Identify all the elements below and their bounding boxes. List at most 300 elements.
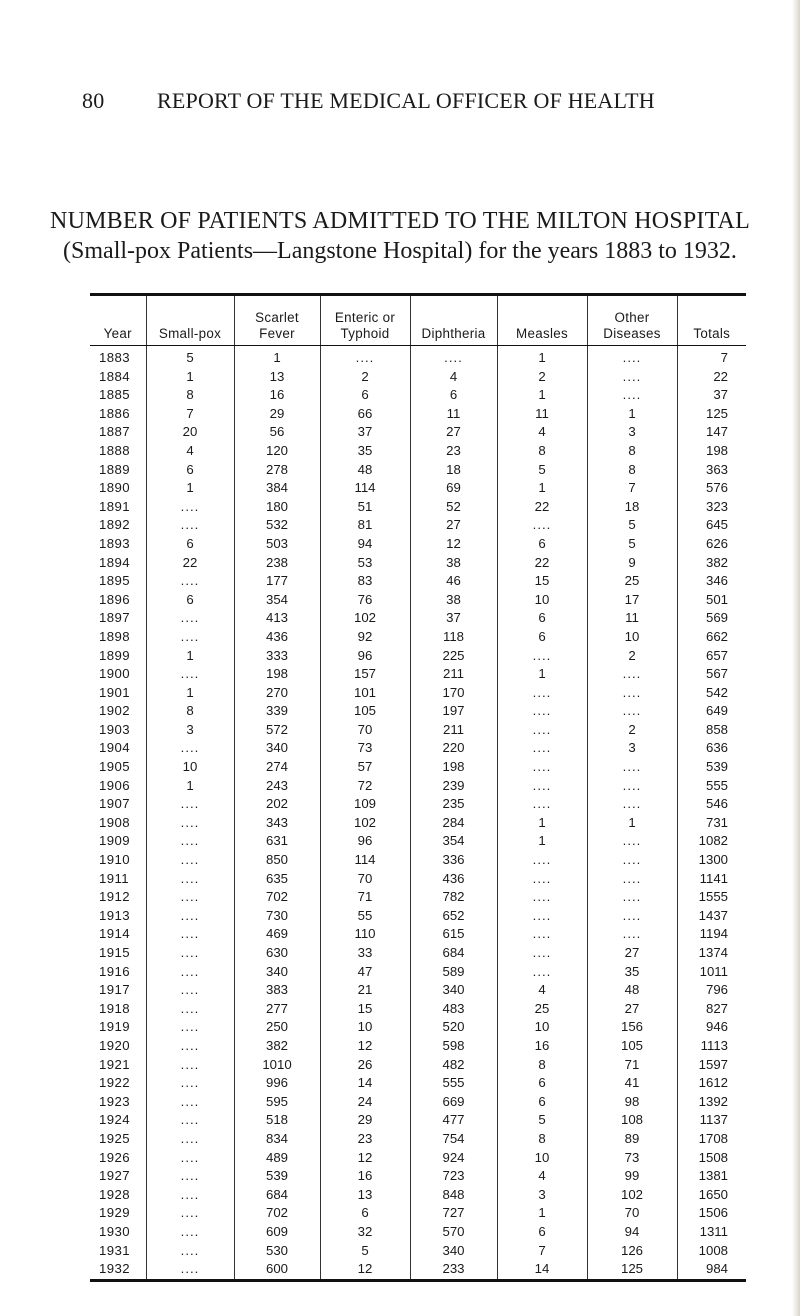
count-cell: 8 — [497, 1056, 587, 1075]
table-row — [90, 1149, 746, 1168]
count-cell: 37 — [410, 609, 497, 628]
count-cell: 105 — [587, 1037, 677, 1056]
count-cell: .... — [146, 1242, 234, 1261]
year-cell: 1892 — [99, 517, 130, 533]
count-cell: 555 — [410, 1074, 497, 1093]
count-cell: 156 — [587, 1018, 677, 1037]
count-cell: 38 — [410, 591, 497, 610]
year-cell: 1932 — [99, 1261, 130, 1277]
running-head: REPORT OF THE MEDICAL OFFICER OF HEALTH — [157, 88, 655, 113]
total-cell: 1508 — [677, 1149, 746, 1168]
count-cell: 47 — [320, 963, 410, 982]
table-row — [90, 1000, 746, 1019]
total-cell: 1650 — [677, 1186, 746, 1205]
count-cell: 2 — [587, 721, 677, 740]
count-cell: 652 — [410, 907, 497, 926]
table-row — [90, 1167, 746, 1186]
count-cell: 108 — [587, 1111, 677, 1130]
year-cell: 1928 — [99, 1186, 130, 1202]
count-cell: 8 — [587, 442, 677, 461]
count-cell: 5 — [146, 346, 234, 368]
total-cell: 555 — [677, 777, 746, 796]
column-header-text: Year — [103, 326, 132, 341]
table-row — [90, 368, 746, 387]
count-cell: .... — [146, 1093, 234, 1112]
count-cell: .... — [146, 1130, 234, 1149]
count-cell: 530 — [234, 1242, 320, 1261]
count-cell: 10 — [497, 1149, 587, 1168]
header-row — [90, 295, 746, 346]
table-row — [90, 758, 746, 777]
table-row — [90, 1018, 746, 1037]
count-cell: 71 — [587, 1056, 677, 1075]
count-cell: .... — [146, 1223, 234, 1242]
count-cell: 8 — [587, 461, 677, 480]
count-cell: .... — [146, 832, 234, 851]
count-cell: 6 — [320, 1204, 410, 1223]
count-cell: 12 — [320, 1037, 410, 1056]
count-cell: 72 — [320, 777, 410, 796]
count-cell: .... — [146, 739, 234, 758]
count-cell: 202 — [234, 795, 320, 814]
year-cell: 1914 — [99, 926, 130, 942]
count-cell: 3 — [587, 423, 677, 442]
count-cell: 211 — [410, 721, 497, 740]
count-cell: 5 — [320, 1242, 410, 1261]
total-cell: 22 — [677, 368, 746, 387]
count-cell: .... — [587, 832, 677, 851]
total-cell: 37 — [677, 386, 746, 405]
count-cell: 1 — [497, 832, 587, 851]
count-cell: 114 — [320, 479, 410, 498]
count-cell: .... — [410, 346, 497, 368]
total-cell: 1708 — [677, 1130, 746, 1149]
count-cell: 177 — [234, 572, 320, 591]
column-header-text: Diphtheria — [421, 326, 486, 341]
count-cell: 55 — [320, 907, 410, 926]
count-cell: .... — [146, 665, 234, 684]
year-cell: 1929 — [99, 1205, 130, 1221]
count-cell: 284 — [410, 814, 497, 833]
table-row — [90, 944, 746, 963]
total-cell: 1137 — [677, 1111, 746, 1130]
count-cell: .... — [587, 684, 677, 703]
count-cell: 73 — [320, 739, 410, 758]
table-row — [90, 609, 746, 628]
count-cell: 17 — [587, 591, 677, 610]
year-cell: 1920 — [99, 1037, 130, 1053]
table-row — [90, 832, 746, 851]
total-cell: 1612 — [677, 1074, 746, 1093]
count-cell: .... — [587, 851, 677, 870]
count-cell: 924 — [410, 1149, 497, 1168]
total-cell: 636 — [677, 739, 746, 758]
total-cell: 1381 — [677, 1167, 746, 1186]
column-header — [146, 295, 234, 346]
count-cell: 615 — [410, 925, 497, 944]
count-cell: 1 — [146, 684, 234, 703]
count-cell: 3 — [146, 721, 234, 740]
count-cell: 340 — [234, 963, 320, 982]
count-cell: .... — [146, 1111, 234, 1130]
count-cell: .... — [497, 739, 587, 758]
count-cell: 73 — [587, 1149, 677, 1168]
table-row — [90, 1204, 746, 1223]
count-cell: 92 — [320, 628, 410, 647]
table-row — [90, 479, 746, 498]
count-cell: 277 — [234, 1000, 320, 1019]
table-row — [90, 346, 746, 368]
count-cell: 225 — [410, 647, 497, 666]
count-cell: 14 — [497, 1260, 587, 1280]
count-cell: 1 — [497, 386, 587, 405]
count-cell: 482 — [410, 1056, 497, 1075]
count-cell: 834 — [234, 1130, 320, 1149]
count-cell: 6 — [497, 1093, 587, 1112]
table-row — [90, 1056, 746, 1075]
table-row — [90, 628, 746, 647]
count-cell: 1 — [146, 479, 234, 498]
count-cell: 83 — [320, 572, 410, 591]
count-cell: .... — [320, 346, 410, 368]
count-cell: .... — [587, 870, 677, 889]
count-cell: 4 — [146, 442, 234, 461]
count-cell: 384 — [234, 479, 320, 498]
count-cell: 198 — [234, 665, 320, 684]
admissions-table — [90, 293, 746, 1282]
count-cell: 25 — [497, 1000, 587, 1019]
year-cell: 1918 — [99, 1000, 130, 1016]
total-cell: 346 — [677, 572, 746, 591]
count-cell: 18 — [587, 498, 677, 517]
table-row — [90, 907, 746, 926]
total-cell: 7 — [677, 346, 746, 368]
table-row — [90, 591, 746, 610]
count-cell: 5 — [497, 461, 587, 480]
year-cell: 1908 — [99, 814, 130, 830]
count-cell: 7 — [587, 479, 677, 498]
count-cell: 382 — [234, 1037, 320, 1056]
table-row — [90, 498, 746, 517]
count-cell: 16 — [320, 1167, 410, 1186]
count-cell: .... — [497, 963, 587, 982]
count-cell: 15 — [320, 1000, 410, 1019]
count-cell: 1 — [587, 405, 677, 424]
count-cell: 6 — [497, 535, 587, 554]
table-row — [90, 702, 746, 721]
year-cell: 1913 — [99, 907, 130, 923]
total-cell: 125 — [677, 405, 746, 424]
count-cell: 333 — [234, 647, 320, 666]
count-cell: .... — [146, 609, 234, 628]
count-cell: 233 — [410, 1260, 497, 1280]
count-cell: 4 — [497, 981, 587, 1000]
count-cell: 16 — [234, 386, 320, 405]
year-cell: 1888 — [99, 442, 130, 458]
count-cell: 340 — [410, 981, 497, 1000]
count-cell: 10 — [146, 758, 234, 777]
count-cell: 99 — [587, 1167, 677, 1186]
total-cell: 567 — [677, 665, 746, 684]
count-cell: 340 — [234, 739, 320, 758]
total-cell: 645 — [677, 516, 746, 535]
count-cell: .... — [146, 1037, 234, 1056]
count-cell: 24 — [320, 1093, 410, 1112]
count-cell: 23 — [320, 1130, 410, 1149]
count-cell: 7 — [146, 405, 234, 424]
year-cell: 1926 — [99, 1149, 130, 1165]
total-cell: 501 — [677, 591, 746, 610]
year-cell: 1893 — [99, 535, 130, 551]
count-cell: 5 — [587, 535, 677, 554]
count-cell: 336 — [410, 851, 497, 870]
count-cell: .... — [587, 795, 677, 814]
count-cell: 570 — [410, 1223, 497, 1242]
count-cell: .... — [146, 963, 234, 982]
count-cell: 70 — [320, 870, 410, 889]
year-cell: 1899 — [99, 647, 130, 663]
count-cell: 684 — [410, 944, 497, 963]
count-cell: 754 — [410, 1130, 497, 1149]
year-cell: 1930 — [99, 1223, 130, 1239]
count-cell: 2 — [320, 368, 410, 387]
count-cell: 684 — [234, 1186, 320, 1205]
table-row — [90, 572, 746, 591]
count-cell: .... — [146, 851, 234, 870]
count-cell: 27 — [410, 423, 497, 442]
count-cell: 1 — [146, 368, 234, 387]
count-cell: 4 — [497, 423, 587, 442]
table-row — [90, 795, 746, 814]
year-cell: 1919 — [99, 1019, 130, 1035]
count-cell: 70 — [587, 1204, 677, 1223]
count-cell: 46 — [410, 572, 497, 591]
count-cell: 635 — [234, 870, 320, 889]
count-cell: 14 — [320, 1074, 410, 1093]
year-cell: 1903 — [99, 721, 130, 737]
table-title: NUMBER OF PATIENTS ADMITTED TO THE MILTON HOSPITAL — [50, 208, 750, 234]
count-cell: 197 — [410, 702, 497, 721]
count-cell: 436 — [234, 628, 320, 647]
page-header — [82, 88, 682, 114]
year-cell: 1901 — [99, 684, 130, 700]
table-row — [90, 739, 746, 758]
count-cell: 101 — [320, 684, 410, 703]
count-cell: 8 — [497, 1130, 587, 1149]
year-cell: 1912 — [99, 889, 130, 905]
table-body — [90, 346, 746, 1281]
count-cell: 1 — [497, 665, 587, 684]
count-cell: .... — [146, 498, 234, 517]
count-cell: .... — [146, 795, 234, 814]
count-cell: 483 — [410, 1000, 497, 1019]
year-cell: 1886 — [99, 405, 130, 421]
count-cell: 354 — [410, 832, 497, 851]
count-cell: 3 — [497, 1186, 587, 1205]
count-cell: 22 — [497, 554, 587, 573]
count-cell: 56 — [234, 423, 320, 442]
count-cell: .... — [497, 702, 587, 721]
total-cell: 576 — [677, 479, 746, 498]
count-cell: 102 — [587, 1186, 677, 1205]
table-row — [90, 963, 746, 982]
column-header-text: Enteric or — [334, 310, 396, 325]
total-cell: 147 — [677, 423, 746, 442]
year-cell: 1931 — [99, 1242, 130, 1258]
year-cell: 1896 — [99, 591, 130, 607]
count-cell: 23 — [410, 442, 497, 461]
count-cell: 1010 — [234, 1056, 320, 1075]
count-cell: 1 — [234, 346, 320, 368]
count-cell: .... — [146, 814, 234, 833]
count-cell: 702 — [234, 1204, 320, 1223]
count-cell: 3 — [587, 739, 677, 758]
count-cell: 278 — [234, 461, 320, 480]
count-cell: 996 — [234, 1074, 320, 1093]
count-cell: .... — [146, 1204, 234, 1223]
table-row — [90, 981, 746, 1000]
count-cell: 669 — [410, 1093, 497, 1112]
count-cell: 354 — [234, 591, 320, 610]
count-cell: 25 — [587, 572, 677, 591]
count-cell: 102 — [320, 814, 410, 833]
table-row — [90, 1130, 746, 1149]
count-cell: 6 — [497, 628, 587, 647]
count-cell: 489 — [234, 1149, 320, 1168]
count-cell: 69 — [410, 479, 497, 498]
count-cell: .... — [146, 1018, 234, 1037]
year-cell: 1909 — [99, 833, 130, 849]
count-cell: 120 — [234, 442, 320, 461]
count-cell: .... — [497, 721, 587, 740]
count-cell: 109 — [320, 795, 410, 814]
count-cell: 532 — [234, 516, 320, 535]
year-cell: 1921 — [99, 1056, 130, 1072]
count-cell: 53 — [320, 554, 410, 573]
count-cell: 6 — [146, 461, 234, 480]
count-cell: 71 — [320, 888, 410, 907]
count-cell: 96 — [320, 832, 410, 851]
count-cell: .... — [587, 777, 677, 796]
table-header — [90, 295, 746, 346]
count-cell: .... — [587, 925, 677, 944]
year-cell: 1890 — [99, 480, 130, 496]
count-cell: 10 — [497, 1018, 587, 1037]
count-cell: 13 — [234, 368, 320, 387]
count-cell: .... — [146, 1149, 234, 1168]
table-row — [90, 1093, 746, 1112]
year-cell: 1904 — [99, 740, 130, 756]
count-cell: .... — [146, 516, 234, 535]
count-cell: .... — [146, 628, 234, 647]
count-cell: .... — [587, 758, 677, 777]
count-cell: 125 — [587, 1260, 677, 1280]
count-cell: .... — [146, 870, 234, 889]
table-row — [90, 516, 746, 535]
count-cell: 180 — [234, 498, 320, 517]
count-cell: .... — [146, 1056, 234, 1075]
total-cell: 1437 — [677, 907, 746, 926]
total-cell: 1008 — [677, 1242, 746, 1261]
count-cell: 10 — [497, 591, 587, 610]
table-row — [90, 814, 746, 833]
count-cell: 4 — [410, 368, 497, 387]
count-cell: 41 — [587, 1074, 677, 1093]
count-cell: 8 — [146, 386, 234, 405]
count-cell: 76 — [320, 591, 410, 610]
count-cell: 170 — [410, 684, 497, 703]
table-row — [90, 1223, 746, 1242]
table-row — [90, 721, 746, 740]
column-header — [410, 295, 497, 346]
table-row — [90, 1074, 746, 1093]
count-cell: 1 — [587, 814, 677, 833]
count-cell: .... — [587, 665, 677, 684]
count-cell: 730 — [234, 907, 320, 926]
count-cell: .... — [146, 1000, 234, 1019]
year-cell: 1922 — [99, 1075, 130, 1091]
table-row — [90, 870, 746, 889]
count-cell: 9 — [587, 554, 677, 573]
count-cell: 96 — [320, 647, 410, 666]
count-cell: 89 — [587, 1130, 677, 1149]
count-cell: 1 — [497, 479, 587, 498]
count-cell: 7 — [497, 1242, 587, 1261]
count-cell: 37 — [320, 423, 410, 442]
total-cell: 731 — [677, 814, 746, 833]
count-cell: 723 — [410, 1167, 497, 1186]
count-cell: 436 — [410, 870, 497, 889]
column-header-text: Diseases — [603, 326, 661, 341]
count-cell: 27 — [587, 1000, 677, 1019]
table-row — [90, 665, 746, 684]
count-cell: 1 — [497, 1204, 587, 1223]
table-row — [90, 554, 746, 573]
table-row — [90, 386, 746, 405]
count-cell: 850 — [234, 851, 320, 870]
count-cell: 609 — [234, 1223, 320, 1242]
count-cell: .... — [497, 944, 587, 963]
count-cell: 157 — [320, 665, 410, 684]
total-cell: 1506 — [677, 1204, 746, 1223]
table-row — [90, 684, 746, 703]
count-cell: 11 — [497, 405, 587, 424]
count-cell: 8 — [146, 702, 234, 721]
year-cell: 1915 — [99, 945, 130, 960]
year-cell: 1911 — [99, 870, 129, 886]
count-cell: 2 — [497, 368, 587, 387]
count-cell: 52 — [410, 498, 497, 517]
count-cell: 35 — [320, 442, 410, 461]
table-row — [90, 535, 746, 554]
count-cell: 702 — [234, 888, 320, 907]
count-cell: .... — [146, 1167, 234, 1186]
count-cell: 12 — [320, 1260, 410, 1280]
count-cell: .... — [497, 777, 587, 796]
total-cell: 542 — [677, 684, 746, 703]
count-cell: .... — [146, 1186, 234, 1205]
count-cell: 5 — [497, 1111, 587, 1130]
count-cell: 35 — [587, 963, 677, 982]
table-row — [90, 647, 746, 666]
count-cell: 21 — [320, 981, 410, 1000]
count-cell: .... — [587, 888, 677, 907]
table-row — [90, 461, 746, 480]
count-cell: 595 — [234, 1093, 320, 1112]
count-cell: 220 — [410, 739, 497, 758]
count-cell: .... — [587, 368, 677, 387]
page-edge-shadow — [792, 0, 800, 1316]
